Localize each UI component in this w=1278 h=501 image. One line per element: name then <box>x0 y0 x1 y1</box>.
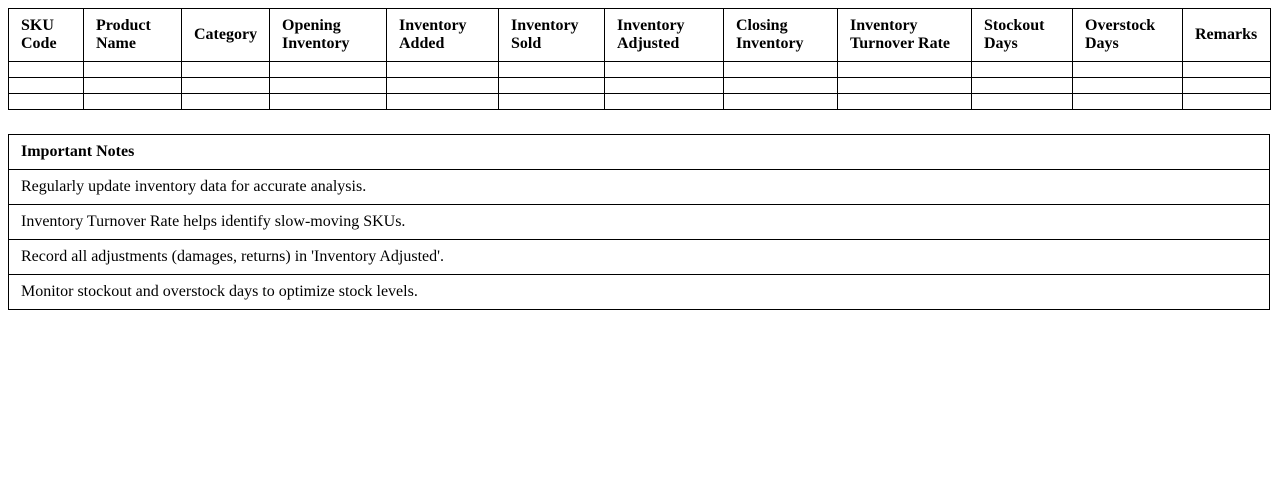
header-line: Opening <box>282 17 341 34</box>
header-line: Remarks <box>1195 26 1258 43</box>
header-product-name <box>84 9 182 62</box>
table-cell[interactable] <box>724 62 838 78</box>
header-opening-inventory <box>270 9 387 62</box>
header-stockout-days <box>972 9 1073 62</box>
header-inventory-added <box>387 9 499 62</box>
note-text: Regularly update inventory data for accurate analysis. <box>9 170 1270 205</box>
header-line: Product <box>96 17 151 34</box>
header-line: Added <box>399 35 445 52</box>
table-cell[interactable] <box>1183 62 1271 78</box>
header-line: Sold <box>511 35 542 52</box>
header-inventory-sold <box>499 9 605 62</box>
table-cell[interactable] <box>9 62 84 78</box>
header-closing-inventory <box>724 9 838 62</box>
header-line: Turnover Rate <box>850 35 950 52</box>
table-cell[interactable] <box>605 78 724 94</box>
table-cell[interactable] <box>605 94 724 110</box>
table-header-row <box>9 9 1271 62</box>
header-line: Overstock <box>1085 17 1156 34</box>
note-row <box>9 275 1270 310</box>
header-line: Name <box>96 35 136 52</box>
table-cell[interactable] <box>724 94 838 110</box>
table-cell[interactable] <box>499 78 605 94</box>
table-cell[interactable] <box>387 78 499 94</box>
header-line: Inventory <box>736 35 804 52</box>
table-cell[interactable] <box>182 78 270 94</box>
header-line: SKU <box>21 17 54 34</box>
table-cell[interactable] <box>1073 94 1183 110</box>
inventory-table <box>8 8 1271 110</box>
header-sku-code <box>9 9 84 62</box>
table-cell[interactable] <box>499 62 605 78</box>
table-cell[interactable] <box>1183 78 1271 94</box>
table-cell[interactable] <box>84 78 182 94</box>
table-cell[interactable] <box>9 94 84 110</box>
table-cell[interactable] <box>972 94 1073 110</box>
note-row <box>9 205 1270 240</box>
table-cell[interactable] <box>1073 78 1183 94</box>
header-line: Days <box>984 35 1018 52</box>
header-inventory-adjusted <box>605 9 724 62</box>
table-cell[interactable] <box>838 78 972 94</box>
notes-title: Important Notes <box>9 135 1270 170</box>
table-cell[interactable] <box>270 78 387 94</box>
table-cell[interactable] <box>270 94 387 110</box>
table-row <box>9 62 1271 78</box>
table-cell[interactable] <box>182 62 270 78</box>
table-cell[interactable] <box>1183 94 1271 110</box>
table-cell[interactable] <box>387 62 499 78</box>
header-inventory-turnover-rate <box>838 9 972 62</box>
table-cell[interactable] <box>387 94 499 110</box>
table-cell[interactable] <box>182 94 270 110</box>
table-cell[interactable] <box>838 62 972 78</box>
header-line: Inventory <box>282 35 350 52</box>
header-remarks <box>1183 9 1271 62</box>
table-cell[interactable] <box>84 94 182 110</box>
header-line: Stockout <box>984 17 1045 34</box>
table-cell[interactable] <box>270 62 387 78</box>
note-text: Record all adjustments (damages, returns) in 'Inventory Adjusted'. <box>9 240 1270 275</box>
important-notes-table <box>8 134 1270 310</box>
header-line: Days <box>1085 35 1119 52</box>
header-line: Adjusted <box>617 35 680 52</box>
header-line: Code <box>21 35 57 52</box>
table-cell[interactable] <box>9 78 84 94</box>
table-cell[interactable] <box>972 78 1073 94</box>
table-cell[interactable] <box>605 62 724 78</box>
table-cell[interactable] <box>838 94 972 110</box>
note-row <box>9 170 1270 205</box>
table-row <box>9 78 1271 94</box>
table-cell[interactable] <box>972 62 1073 78</box>
table-cell[interactable] <box>724 78 838 94</box>
header-line: Inventory <box>617 17 685 34</box>
header-line: Inventory <box>399 17 467 34</box>
table-cell[interactable] <box>1073 62 1183 78</box>
header-line: Inventory <box>511 17 579 34</box>
header-line: Closing <box>736 17 788 34</box>
table-cell[interactable] <box>499 94 605 110</box>
header-line: Category <box>194 26 258 43</box>
note-text: Inventory Turnover Rate helps identify slow-moving SKUs. <box>9 205 1270 240</box>
note-text: Monitor stockout and overstock days to optimize stock levels. <box>9 275 1270 310</box>
table-cell[interactable] <box>84 62 182 78</box>
table-row <box>9 94 1271 110</box>
note-row <box>9 240 1270 275</box>
header-category <box>182 9 270 62</box>
header-overstock-days <box>1073 9 1183 62</box>
header-line: Inventory <box>850 17 918 34</box>
page-content <box>8 8 1270 310</box>
notes-header-row <box>9 135 1270 170</box>
